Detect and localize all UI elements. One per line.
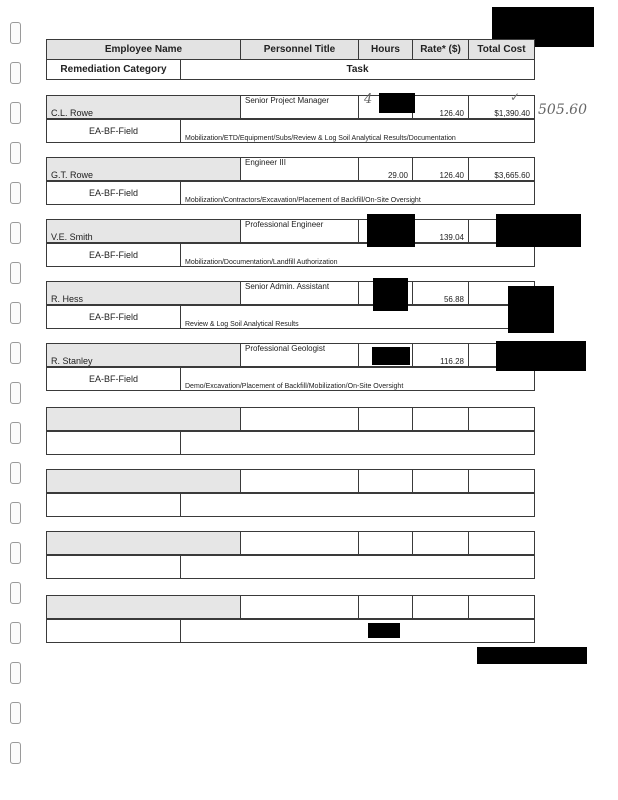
empty-employee-entry (46, 407, 535, 431)
remediation-category: EA-BF-Field (47, 368, 181, 391)
empty-task-row (46, 493, 535, 517)
personnel-title: Senior Admin. Assistant (241, 282, 359, 305)
employee-entry (46, 219, 535, 243)
personnel-title: Professional Geologist (241, 344, 359, 367)
employee-name: V.E. Smith (47, 220, 241, 243)
binder-hole (10, 22, 21, 44)
remediation-category: EA-BF-Field (47, 244, 181, 267)
binder-holes (0, 0, 30, 800)
empty-employee-entry (46, 469, 535, 493)
rate-value: 126.40 (413, 96, 469, 119)
binder-hole (10, 262, 21, 284)
empty-employee-entry (46, 595, 535, 619)
rate-value: 56.88 (413, 282, 469, 305)
binder-hole (10, 182, 21, 204)
binder-hole (10, 142, 21, 164)
handwritten-total: 505.60 (538, 102, 587, 118)
employee-entry (46, 281, 535, 305)
redaction-block (372, 347, 410, 365)
remediation-category: EA-BF-Field (47, 182, 181, 205)
rate-value: 116.28 (413, 344, 469, 367)
redaction-block (368, 623, 400, 638)
employee-entry (46, 95, 535, 119)
binder-hole (10, 222, 21, 244)
binder-hole (10, 62, 21, 84)
binder-hole (10, 302, 21, 324)
redaction-block (508, 286, 554, 333)
personnel-title-header: Personnel Title (241, 40, 359, 60)
task-header: Task (181, 60, 535, 80)
remediation-category: EA-BF-Field (47, 306, 181, 329)
binder-hole (10, 742, 21, 764)
task-description: Mobilization/Contractors/Excavation/Placement of Backfill/On-Site Oversight (181, 182, 535, 205)
employee-name: C.L. Rowe (47, 96, 241, 119)
total-cost-value: $1,390.40 (469, 96, 535, 119)
task-description: Demo/Excavation/Placement of Backfill/Mobilization/On-Site Oversight (181, 368, 535, 391)
redaction-block (379, 93, 415, 113)
task-row (46, 367, 535, 391)
rate-value: 139.04 (413, 220, 469, 243)
redaction-block (496, 341, 586, 371)
binder-hole (10, 542, 21, 564)
binder-hole (10, 662, 21, 684)
task-description: Review & Log Soil Analytical Results (181, 306, 535, 329)
hours-value: 29.00 (359, 158, 413, 181)
employee-entry (46, 343, 535, 367)
check-mark-icon: ✓ (510, 90, 521, 104)
personnel-title: Senior Project Manager (241, 96, 359, 119)
employee-name: R. Stanley (47, 344, 241, 367)
binder-hole (10, 102, 21, 124)
employee-name-header: Employee Name (47, 40, 241, 60)
empty-employee-entry (46, 531, 535, 555)
redaction-block (477, 647, 587, 664)
redaction-block (367, 214, 415, 247)
personnel-title: Engineer III (241, 158, 359, 181)
employee-entry (46, 157, 535, 181)
redaction-block (373, 278, 408, 311)
remediation-category-header: Remediation Category (47, 60, 181, 80)
task-description: Mobilization/ETD/Equipment/Subs/Review & Log Soil Analytical Results/Documentation (181, 120, 535, 143)
binder-hole (10, 502, 21, 524)
task-row (46, 181, 535, 205)
binder-hole (10, 702, 21, 724)
header-table (46, 39, 535, 60)
binder-hole (10, 342, 21, 364)
total-cost-value: $3,665.60 (469, 158, 535, 181)
handwritten-hours: 4 (364, 92, 373, 107)
binder-hole (10, 422, 21, 444)
task-row (46, 119, 535, 143)
personnel-title: Professional Engineer (241, 220, 359, 243)
task-row (46, 243, 535, 267)
employee-name: R. Hess (47, 282, 241, 305)
header-table-row2 (46, 59, 535, 80)
remediation-category: EA-BF-Field (47, 120, 181, 143)
binder-hole (10, 582, 21, 604)
task-description: Mobilization/Documentation/Landfill Authorization (181, 244, 535, 267)
empty-task-row (46, 619, 535, 643)
employee-name: G.T. Rowe (47, 158, 241, 181)
empty-task-row (46, 555, 535, 579)
rate-header: Rate* ($) (413, 40, 469, 60)
task-row (46, 305, 535, 329)
binder-hole (10, 382, 21, 404)
binder-hole (10, 462, 21, 484)
empty-task-row (46, 431, 535, 455)
rate-value: 126.40 (413, 158, 469, 181)
binder-hole (10, 622, 21, 644)
total-cost-header: Total Cost (469, 40, 535, 60)
hours-header: Hours (359, 40, 413, 60)
redaction-block (496, 214, 581, 247)
